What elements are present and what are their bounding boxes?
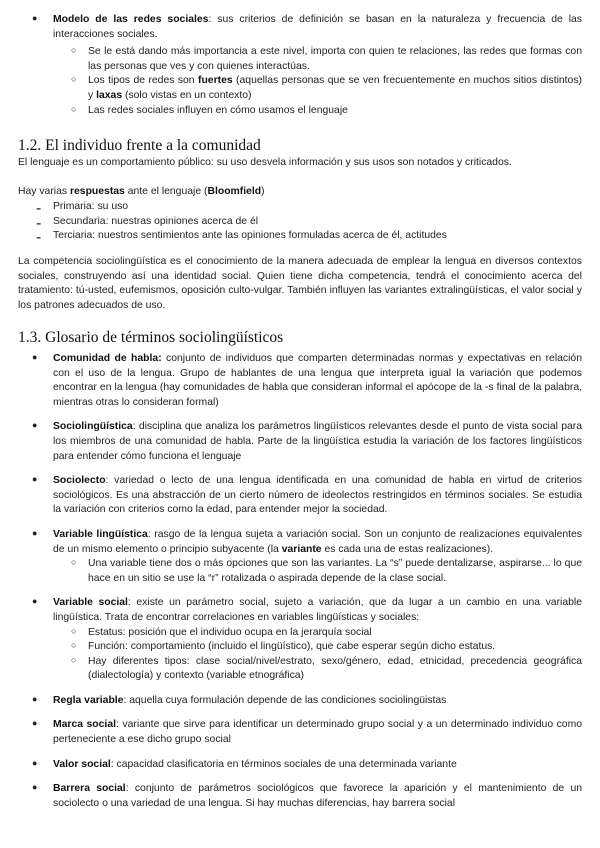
competence-paragraph: La competencia sociolingüística es el conocimiento de la manera adecuada de emplear la lengua en diversos contextos sociales, construyendo así una identidad social. Quien tiene dicha competencia, tendrá el conocimiento acerca del tratamiento: tú-usted, eufemismos, oposición culto-vulgar. También influyen las variantes extralingüísticas, el valor social y los patrones adecuados de uso.: [18, 256, 582, 311]
glossary-item-variable-linguistica: ● Variable lingüística: rasgo de la lengua sujeta a variación social. Son un conjunto de realizaciones equivalentes de un mismo elemento o principio subyacente (la variante es cada una de estas realizaciones).: [32, 527, 582, 555]
sub-list-item: ○ Las redes sociales influyen en cómo usamos el lenguaje: [71, 103, 348, 116]
bullet-icon: ●: [32, 352, 38, 362]
glossary-item-sociolinguistica: ● Sociolingüística: disciplina que analiza los parámetros lingüísticos relevantes desde el punto de vista social para los miembros de una comunidad de habla. Parte de la lingüística estudia la variación de los factores lingüísticos para entender cómo funciona el lenguaje: [32, 420, 582, 462]
bullet-icon: ●: [32, 474, 38, 485]
list-item: - Primaria: su uso: [36, 200, 129, 217]
dash-bullet-icon: -: [36, 214, 42, 232]
glossary-item-regla-variable: ● Regla variable: aquella cuya formulación depende de las condiciones sociolingüistas: [32, 693, 447, 706]
bullet-icon: ●: [32, 596, 38, 607]
glossary-item-variable-social: ● Variable social: existe un parámetro social, sujeto a variación, que da lugar a un cambio en una variable lingüística. Trata de encontrar correlaciones en variables lingüísticas y sociales:: [32, 596, 582, 623]
list-item: - Terciaria: nuestros sentimientos ante las opiniones formuladas acerca de él, actitudes: [36, 229, 447, 247]
bullet-icon: ●: [32, 718, 38, 729]
sub-list-item: ○ Se le está dando más importancia a este nivel, importa con quien te relaciones, las redes que formas con las personas que ves y con quienes interactúas.: [71, 45, 582, 72]
circle-bullet-icon: ○: [71, 654, 77, 665]
responses-list: [0, 200, 582, 247]
section-heading-1-3: 1.3. Glosario de términos sociolingüísticos: [18, 329, 284, 346]
redes-sociales-list: [0, 13, 582, 118]
glossary-item-sociolecto: ● Sociolecto: variedad o lecto de una lengua identificada en una comunidad de habla en virtud de criterios sociológicos. Es una abstracción de un cierto número de ideolectos restringidos en términos sociales. Se estudia la variación con criterios como la edad, para entender mejor la sociedad.: [32, 474, 582, 516]
circle-bullet-icon: ○: [71, 557, 77, 568]
responses-line: Hay varias respuestas ante el lenguaje (Bloomfield): [18, 186, 265, 197]
bullet-icon: ●: [32, 13, 38, 23]
bullet-icon: ●: [32, 420, 38, 431]
circle-bullet-icon: ○: [71, 45, 77, 56]
sub-list-item: ○ Los tipos de redes son fuertes (aquellas personas que se ven frecuentemente en muchos sitios distintos) y laxas (solo vistas en un contexto): [71, 74, 582, 101]
sub-list-item: ○ Hay diferentes tipos: clase social/nivel/estrato, sexo/género, edad, etnicidad, precedencia geográfica (dialectología) y contexto (variable etnográfica): [71, 654, 582, 682]
glossary-item-marca-social: ● Marca social: variante que sirve para identificar un determinado grupo social y a un determinado individuo como perteneciente a ese dicho grupo social: [32, 718, 582, 746]
circle-bullet-icon: ○: [71, 640, 77, 651]
sub-list-item: ○ Una variable tiene dos o más opciones que son las variantes. La “s” puede dentalizarse, aspirarse... lo que hace en un sitio se use la “r” rotalizada o aspirada depende de la clase social.: [71, 557, 582, 584]
dash-bullet-icon: -: [36, 200, 42, 217]
dash-bullet-icon: -: [36, 229, 42, 247]
circle-bullet-icon: ○: [71, 103, 77, 114]
bullet-icon: ●: [32, 527, 38, 538]
glossary-list: [0, 352, 582, 811]
circle-bullet-icon: ○: [71, 625, 77, 636]
sub-list-item: ○ Función: comportamiento (incluido el lingüístico), que cabe esperar según dicho estatus.: [71, 640, 496, 653]
intro-paragraph: El lenguaje es un comportamiento público: su uso desvela información y sus usos son notados y criticados.: [18, 157, 512, 168]
glossary-item-comunidad: ● Comunidad de habla: conjunto de individuos que comparten determinadas normas y expectativas en relación con el uso de la lengua. Grupo de hablantes de una lengua que interpreta igual la variación que podemos encontrar en la lengua (hay comunidades de habla que consideran informal el apócope de la -s final de la palabra, mientras otras lo consideran formal): [32, 352, 582, 408]
list-item: - Secundaria: nuestras opiniones acerca de él: [36, 214, 259, 232]
section-heading-1-2: 1.2. El individuo frente a la comunidad: [18, 137, 261, 154]
bullet-icon: ●: [32, 757, 38, 768]
list-item: ● Modelo de las redes sociales: sus criterios de definición se basan en la naturaleza y frecuencia de las interacciones sociales.: [32, 13, 582, 40]
glossary-item-barrera-social: ● Barrera social: conjunto de parámetros sociológicos que favorece la aparición y el mantenimiento de un sociolecto o una variedad de una lengua. Si hay muchas diferencias, hay barrera social: [32, 782, 582, 809]
circle-bullet-icon: ○: [71, 74, 77, 85]
bullet-icon: ●: [32, 693, 38, 704]
glossary-item-valor-social: ● Valor social: capacidad clasificatoria en términos sociales de una determinada variante: [32, 757, 457, 770]
sub-list-item: ○ Estatus: posición que el individuo ocupa en la jerarquía social: [71, 625, 372, 638]
bullet-icon: ●: [32, 782, 38, 793]
